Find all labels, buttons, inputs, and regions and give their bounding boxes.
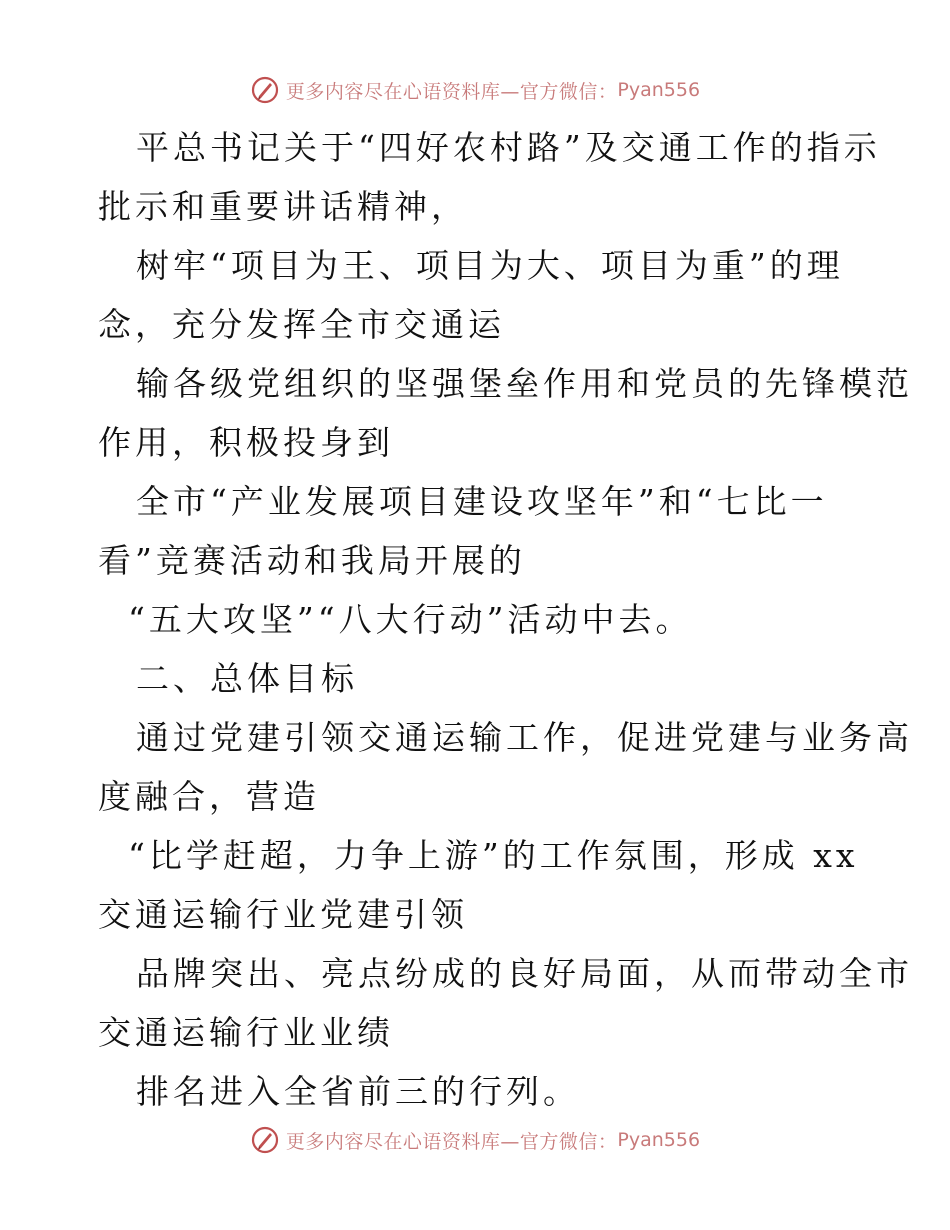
text-line: 树牢“项目为王、项目为大、项目为重”的理	[136, 246, 844, 285]
quill-logo-icon	[250, 1125, 280, 1155]
watermark-wechat-id: Pyan556	[617, 1129, 701, 1151]
text-line: 度融合，营造	[98, 777, 320, 816]
text-line: 批示和重要讲话精神，	[98, 187, 468, 226]
text-line: 作用，积极投身到	[98, 423, 394, 462]
text-line: “五大攻坚”“八大行动”活动中去。	[128, 600, 693, 639]
document-body	[98, 118, 913, 1121]
header-watermark	[0, 70, 950, 110]
text-line: 交通运输行业党建引领	[98, 895, 468, 934]
text-line: 输各级党组织的坚强堡垒作用和党员的先锋模范	[136, 364, 913, 403]
text-line: “比学赶超，力争上游”的工作氛围，形成 xx	[128, 836, 859, 875]
section-heading: 二、总体目标	[136, 659, 358, 698]
watermark-text: 更多内容尽在心语资料库—官方微信：	[285, 80, 618, 103]
footer-watermark	[0, 1120, 950, 1160]
watermark-wechat-id: Pyan556	[617, 79, 701, 101]
watermark-text: 更多内容尽在心语资料库—官方微信：	[285, 1130, 618, 1153]
text-line: 看”竞赛活动和我局开展的	[98, 541, 526, 580]
text-line: 交通运输行业业绩	[98, 1013, 394, 1052]
text-line: 全市“产业发展项目建设攻坚年”和“七比一	[136, 482, 828, 521]
text-line: 通过党建引领交通运输工作，促进党建与业务高	[136, 718, 913, 757]
text-line: 排名进入全省前三的行列。	[136, 1072, 580, 1111]
text-line: 平总书记关于“四好农村路”及交通工作的指示	[136, 128, 881, 167]
text-line: 品牌突出、亮点纷成的良好局面，从而带动全市	[136, 954, 913, 993]
quill-logo-icon	[250, 75, 280, 105]
text-line: 念，充分发挥全市交通运	[98, 305, 505, 344]
